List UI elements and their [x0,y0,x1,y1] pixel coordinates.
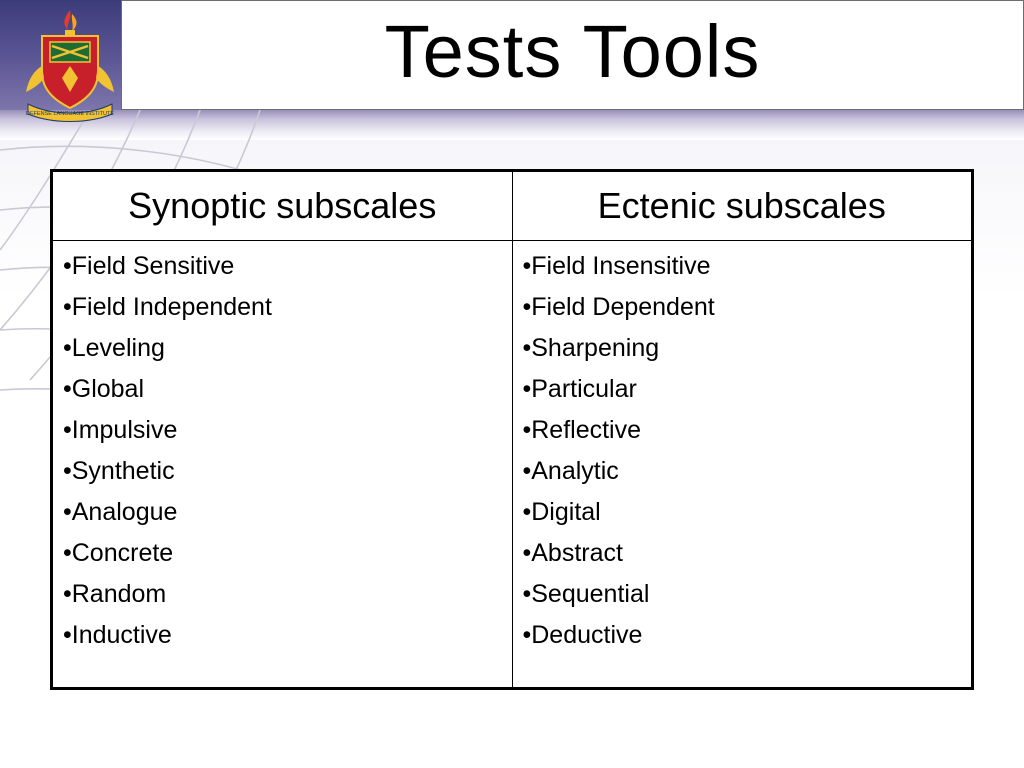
list-item: •Field Dependent [522,293,715,321]
list-item: •Synthetic [63,457,175,485]
list-item: •Field Sensitive [63,252,235,280]
list-item: •Inductive [63,621,172,649]
list-item: •Reflective [522,416,642,444]
list-item: •Impulsive [63,416,178,444]
table-row [52,241,973,689]
list-item: •Field Insensitive [522,252,711,280]
title-box [121,0,1024,110]
ectenic-list [523,246,972,656]
list-item: •Digital [522,498,601,526]
list-item: •Deductive [522,621,643,649]
synoptic-list [63,246,512,656]
list-item: •Global [63,375,145,403]
list-item: •Sequential [522,580,650,608]
list-item: •Particular [522,375,637,403]
list-item: •Abstract [522,539,623,567]
table-header-row [52,171,973,241]
subscales-table [50,169,974,690]
crest-logo [22,6,118,124]
column-header-ectenic: Ectenic subscales [512,171,973,241]
list-item: •Leveling [63,334,165,362]
logo-ribbon-text: DEFENSE LANGUAGE INSTITUTE [25,111,115,117]
list-item: •Sharpening [522,334,660,362]
list-item: •Analogue [63,498,178,526]
page-title: Tests Tools [384,9,761,93]
list-item: •Field Independent [63,293,272,321]
list-item: •Random [63,580,167,608]
column-header-synoptic: Synoptic subscales [52,171,513,241]
list-item: •Analytic [522,457,619,485]
list-item: •Concrete [63,539,174,567]
synoptic-cell [52,241,513,689]
ectenic-cell [512,241,973,689]
